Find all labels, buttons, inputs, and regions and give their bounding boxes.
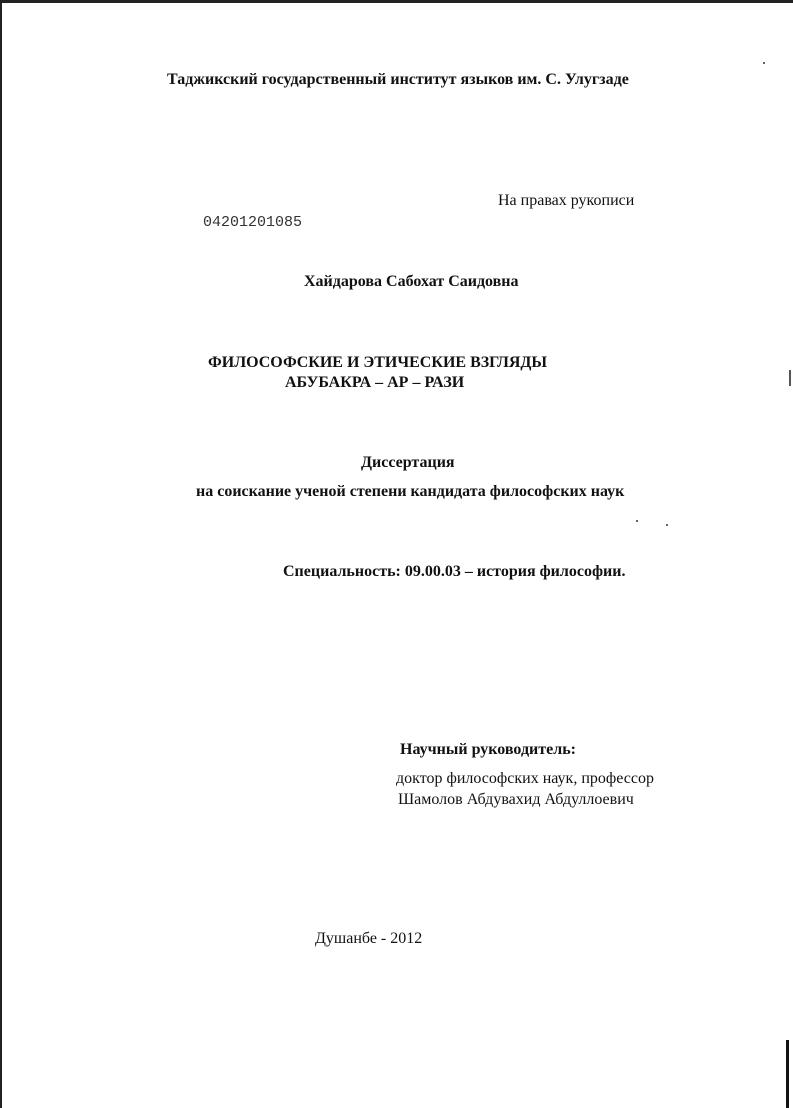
work-type: Диссертация bbox=[361, 454, 455, 471]
specialty-line: Специальность: 09.00.03 – история философии. bbox=[283, 563, 626, 580]
scan-edge-top bbox=[0, 0, 793, 3]
thesis-title-line2: АБУБАКРА – АР – РАЗИ bbox=[285, 374, 465, 391]
place-year: Душанбе - 2012 bbox=[315, 930, 423, 947]
scan-edge-left bbox=[0, 0, 2, 1108]
institution-name: Таджикский государственный институт языков им. С. Улугзаде bbox=[167, 71, 629, 88]
author-name: Хайдарова Сабохат Саидовна bbox=[304, 273, 519, 290]
registry-number: 04201201085 bbox=[203, 214, 303, 231]
supervisor-degree: доктор философских наук, профессор bbox=[396, 770, 654, 787]
scan-edge-right bbox=[786, 1040, 789, 1108]
scan-speck bbox=[666, 524, 668, 526]
scan-edge-mark bbox=[789, 370, 791, 386]
supervisor-name: Шамолов Абдувахид Абдуллоевич bbox=[398, 791, 634, 808]
scan-speck bbox=[763, 62, 765, 64]
scan-speck bbox=[636, 520, 638, 522]
degree-line: на соискание ученой степени кандидата философских наук bbox=[196, 483, 625, 500]
thesis-title-line1: ФИЛОСОФСКИЕ И ЭТИЧЕСКИЕ ВЗГЛЯДЫ bbox=[208, 354, 548, 371]
manuscript-note: На правах рукописи bbox=[498, 192, 635, 209]
supervisor-label: Научный руководитель: bbox=[400, 741, 576, 758]
